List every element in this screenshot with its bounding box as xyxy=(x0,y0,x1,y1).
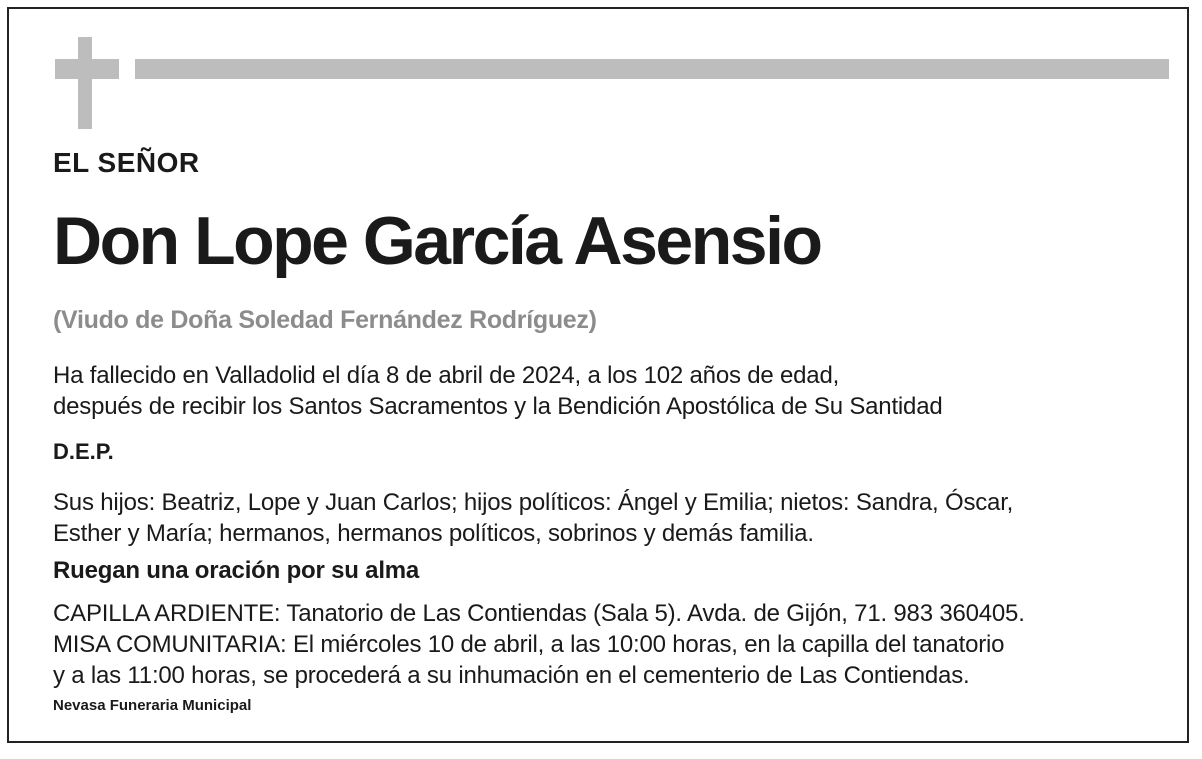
obituary-notice xyxy=(7,7,1189,743)
cross-icon xyxy=(78,37,92,129)
header-rule xyxy=(135,59,1169,79)
death-line: después de recibir los Santos Sacramentos y la Bendición Apostólica de Su Santidad xyxy=(53,393,943,420)
death-line: Ha fallecido en Valladolid el día 8 de abril de 2024, a los 102 años de edad, xyxy=(53,362,840,389)
cross-icon-bar xyxy=(55,59,119,79)
prayer-request: Ruegan una oración por su alma xyxy=(53,557,420,584)
service-line: MISA COMUNITARIA: El miércoles 10 de abril, a las 10:00 horas, en la capilla del tanatorio xyxy=(53,631,1005,658)
honorific: EL SEÑOR xyxy=(53,147,200,178)
family-line: Esther y María; hermanos, hermanos políticos, sobrinos y demás familia. xyxy=(53,520,814,547)
rip: D.E.P. xyxy=(53,439,114,464)
widower-of: (Viudo de Doña Soledad Fernández Rodríguez) xyxy=(53,306,597,334)
family-line: Sus hijos: Beatriz, Lope y Juan Carlos; hijos políticos: Ángel y Emilia; nietos: Sandra, Óscar, xyxy=(53,489,1014,516)
service-line: CAPILLA ARDIENTE: Tanatorio de Las Contiendas (Sala 5). Avda. de Gijón, 71. 983 360405. xyxy=(53,600,1025,627)
funeral-home: Nevasa Funeraria Municipal xyxy=(53,697,252,714)
family-list xyxy=(53,487,1013,549)
service-details xyxy=(53,598,1025,691)
service-line: y a las 11:00 horas, se procederá a su inhumación en el cementerio de Las Contiendas. xyxy=(53,662,970,689)
death-announcement xyxy=(53,360,942,422)
deceased-name: Don Lope García Asensio xyxy=(53,203,821,279)
